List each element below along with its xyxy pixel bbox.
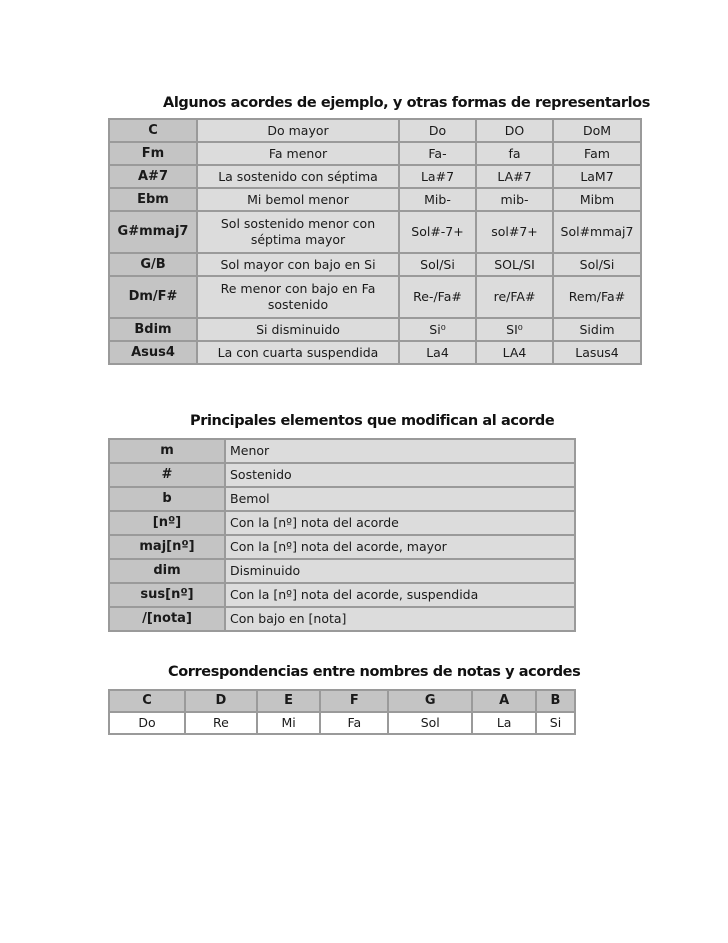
modifier-meaning-cell: Menor — [226, 440, 574, 462]
table1-title: Algunos acordes de ejemplo, y otras formas de representarlos — [163, 95, 650, 111]
note-letter-cell: A — [473, 691, 535, 711]
modifier-row — [110, 464, 574, 486]
note-letter-cell: F — [321, 691, 387, 711]
modifier-row — [110, 536, 574, 558]
modifier-symbol-cell: sus[nº] — [110, 584, 224, 606]
modifier-symbol-cell: # — [110, 464, 224, 486]
note-solfege-cell: Do — [110, 713, 184, 733]
chord-description-cell: Fa menor — [198, 143, 398, 164]
modifier-meaning-cell: Bemol — [226, 488, 574, 510]
chord-example-row — [110, 166, 640, 187]
modifier-meaning-cell: Disminuido — [226, 560, 574, 582]
chord-notation-cell: DO — [477, 120, 552, 141]
note-letter-cell: G — [389, 691, 471, 711]
modifier-meaning-cell: Sostenido — [226, 464, 574, 486]
chord-example-row — [110, 254, 640, 275]
chord-example-row — [110, 189, 640, 210]
modifier-row — [110, 560, 574, 582]
note-letter-cell: B — [537, 691, 574, 711]
chord-notation-cell: La#7 — [400, 166, 475, 187]
chord-notation-cell: Rem/Fa# — [554, 277, 640, 317]
modifier-row — [110, 584, 574, 606]
chord-notation-cell: Sol/Si — [554, 254, 640, 275]
chord-notation-cell: LA#7 — [477, 166, 552, 187]
chord-notation-cell: Mibm — [554, 189, 640, 210]
chord-notation-cell: fa — [477, 143, 552, 164]
chord-notation-cell: Sol#-7+ — [400, 212, 475, 252]
chord-description-cell: La sostenido con séptima — [198, 166, 398, 187]
note-solfege-cell: Fa — [321, 713, 387, 733]
modifier-symbol-cell: /[nota] — [110, 608, 224, 630]
chord-example-row — [110, 319, 640, 340]
table3-title: Correspondencias entre nombres de notas y acordes — [168, 664, 581, 680]
chord-notation-cell: Sidim — [554, 319, 640, 340]
modifier-meaning-cell: Con la [nº] nota del acorde — [226, 512, 574, 534]
chord-notation-cell: Mib- — [400, 189, 475, 210]
note-solfege-cell: Si — [537, 713, 574, 733]
chord-notation-cell: LA4 — [477, 342, 552, 363]
note-letter-cell: E — [258, 691, 320, 711]
chord-notation-cell: Lasus4 — [554, 342, 640, 363]
chord-example-row — [110, 277, 640, 317]
chord-symbol-cell: Ebm — [110, 189, 196, 210]
chord-description-cell: Do mayor — [198, 120, 398, 141]
modifier-meaning-cell: Con la [nº] nota del acorde, suspendida — [226, 584, 574, 606]
note-letters-row — [110, 691, 574, 711]
modifier-meaning-cell: Con la [nº] nota del acorde, mayor — [226, 536, 574, 558]
modifier-meaning-cell: Con bajo en [nota] — [226, 608, 574, 630]
chord-notation-cell: La4 — [400, 342, 475, 363]
chord-example-row — [110, 342, 640, 363]
chord-symbol-cell: G/B — [110, 254, 196, 275]
chord-description-cell: Re menor con bajo en Fa sostenido — [198, 277, 398, 317]
chord-notation-cell: Sol#mmaj7 — [554, 212, 640, 252]
chord-description-cell: La con cuarta suspendida — [198, 342, 398, 363]
chord-modifiers-table — [108, 438, 576, 632]
modifier-symbol-cell: b — [110, 488, 224, 510]
table2-title: Principales elementos que modifican al acorde — [190, 413, 555, 429]
chord-symbol-cell: G#mmaj7 — [110, 212, 196, 252]
modifier-symbol-cell: maj[nº] — [110, 536, 224, 558]
note-solfege-cell: Re — [186, 713, 256, 733]
chord-symbol-cell: Dm/F# — [110, 277, 196, 317]
chord-example-row — [110, 212, 640, 252]
note-solfege-cell: Sol — [389, 713, 471, 733]
note-letter-cell: D — [186, 691, 256, 711]
modifier-row — [110, 488, 574, 510]
chord-notation-cell: SI⁰ — [477, 319, 552, 340]
chord-description-cell: Si disminuido — [198, 319, 398, 340]
note-letter-cell: C — [110, 691, 184, 711]
chord-notation-cell: DoM — [554, 120, 640, 141]
note-solfege-cell: La — [473, 713, 535, 733]
chord-notation-cell: mib- — [477, 189, 552, 210]
modifier-row — [110, 440, 574, 462]
chord-symbol-cell: Fm — [110, 143, 196, 164]
chord-notation-cell: re/FA# — [477, 277, 552, 317]
chord-notation-cell: SOL/SI — [477, 254, 552, 275]
chord-notation-cell: LaM7 — [554, 166, 640, 187]
chord-symbol-cell: Bdim — [110, 319, 196, 340]
modifier-symbol-cell: [nº] — [110, 512, 224, 534]
chord-symbol-cell: A#7 — [110, 166, 196, 187]
chord-symbol-cell: Asus4 — [110, 342, 196, 363]
chord-notation-cell: Si⁰ — [400, 319, 475, 340]
chord-examples-table — [108, 118, 642, 365]
chord-notation-cell: Re-/Fa# — [400, 277, 475, 317]
modifier-row — [110, 608, 574, 630]
modifier-symbol-cell: dim — [110, 560, 224, 582]
chord-description-cell: Mi bemol menor — [198, 189, 398, 210]
chord-notation-cell: Sol/Si — [400, 254, 475, 275]
note-solfege-row — [110, 713, 574, 733]
chord-description-cell: Sol mayor con bajo en Si — [198, 254, 398, 275]
modifier-row — [110, 512, 574, 534]
note-names-table — [108, 689, 576, 735]
chord-symbol-cell: C — [110, 120, 196, 141]
chord-notation-cell: sol#7+ — [477, 212, 552, 252]
chord-example-row — [110, 120, 640, 141]
chord-description-cell: Sol sostenido menor con séptima mayor — [198, 212, 398, 252]
chord-notation-cell: Fam — [554, 143, 640, 164]
modifier-symbol-cell: m — [110, 440, 224, 462]
chord-example-row — [110, 143, 640, 164]
note-solfege-cell: Mi — [258, 713, 320, 733]
chord-notation-cell: Fa- — [400, 143, 475, 164]
chord-notation-cell: Do — [400, 120, 475, 141]
